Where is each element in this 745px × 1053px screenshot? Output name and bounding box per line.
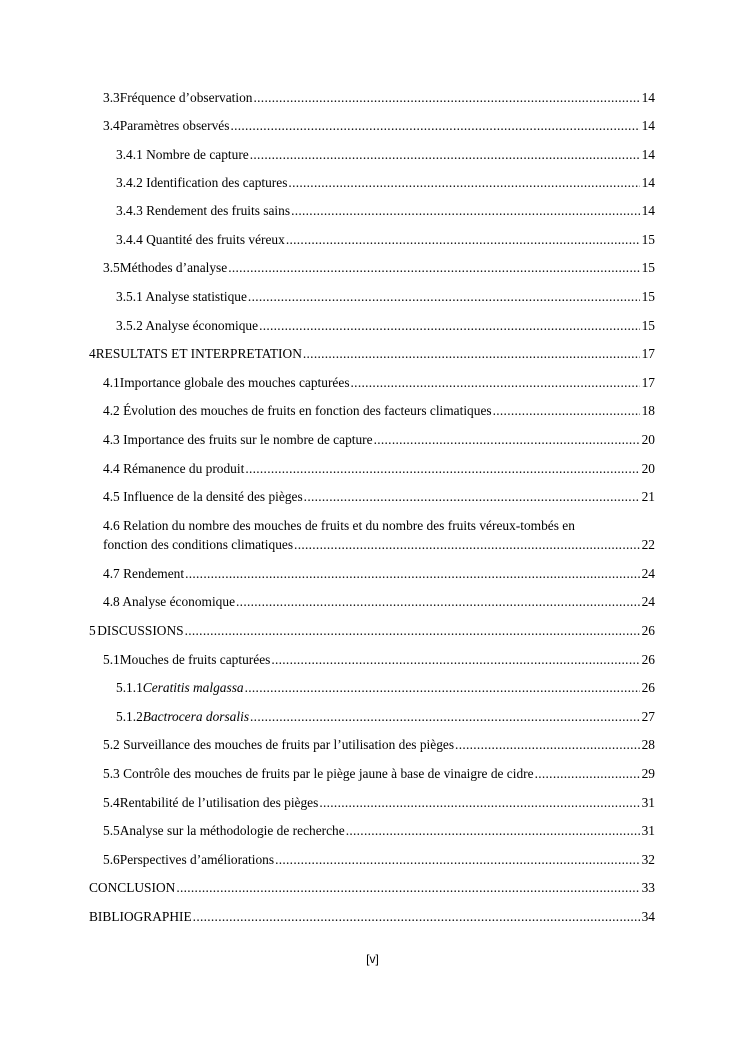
toc-entry-3-4-1[interactable] [116,147,655,163]
toc-entry-page: 14 [641,203,655,218]
toc-entry-number: 5.6 [103,852,120,867]
toc-entry-3-5[interactable] [103,260,655,276]
toc-entry-page: 22 [641,537,655,552]
toc-entry-4-2[interactable] [103,403,655,419]
toc-entry-page: 29 [641,766,655,781]
toc-entry-title: 3.5.1 Analyse statistique [116,289,247,304]
toc-entry-title: Mouches de fruits capturées [119,652,271,667]
toc-leader-dots [193,909,640,925]
toc-entry-conclusion[interactable] [89,880,655,896]
toc-entry-5-5[interactable] [103,823,655,839]
toc-entry-5-1[interactable] [103,652,655,668]
toc-entry-5-2[interactable] [103,737,655,753]
toc-entry-page: 20 [641,461,655,476]
toc-entry-title-line2: fonction des conditions climatiques [103,537,294,552]
toc-entry-title: 5.3 Contrôle des mouches de fruits par le piège jaune à base de vinaigre de cidre [103,766,534,781]
toc-entry-number: 5.1.1 [116,680,143,695]
toc-leader-dots [291,203,640,219]
toc-entry-3-4[interactable] [103,118,655,134]
toc-entry-page: 15 [641,318,655,333]
toc-leader-dots [230,118,639,134]
toc-leader-dots [319,795,639,811]
toc-leader-dots [245,680,640,696]
toc-entry-title: BIBLIOGRAPHIE [89,909,192,924]
toc-entry-title: Importance globale des mouches capturées [119,375,350,390]
toc-entry-page: 17 [641,346,655,361]
toc-entry-4-7[interactable] [103,566,655,582]
toc-entry-number: 3.4 [103,118,120,133]
toc-leader-dots [248,289,640,305]
toc-entry-number: 5 [89,623,96,638]
toc-leader-dots [455,737,640,753]
toc-entry-5[interactable] [89,623,655,639]
toc-entry-title: 5.2 Surveillance des mouches de fruits par l’utilisation des pièges [103,737,455,752]
toc-entry-title: CONCLUSION [89,880,176,895]
toc-leader-dots [185,623,640,639]
toc-entry-title: DISCUSSIONS [97,623,184,638]
toc-entry-page: 15 [641,232,655,247]
toc-entry-page: 28 [641,737,655,752]
toc-leader-dots [275,852,640,868]
toc-entry-title: Fréquence d’observation [119,90,253,105]
toc-leader-dots [271,652,639,668]
toc-entry-5-3[interactable] [103,766,655,782]
toc-entry-page: 31 [641,795,655,810]
toc-entry-4-6[interactable] [103,516,655,554]
toc-entry-page: 27 [641,709,655,724]
toc-entry-title: Perspectives d’améliorations [119,852,275,867]
toc-leader-dots [303,346,640,362]
toc-entry-page: 26 [641,652,655,667]
toc-entry-page: 15 [641,260,655,275]
toc-leader-dots [288,175,639,191]
toc-entry-4[interactable] [89,346,655,362]
toc-entry-number: 4 [89,346,96,361]
toc-entry-5-1-1[interactable] [116,680,655,696]
toc-entry-page: 17 [641,375,655,390]
toc-entry-page: 15 [641,289,655,304]
toc-entry-title: 3.4.1 Nombre de capture [116,147,249,162]
toc-entry-title: 3.4.4 Quantité des fruits véreux [116,232,285,247]
toc-entry-page: 24 [641,566,655,581]
toc-entry-number: 5.4 [103,795,120,810]
toc-entry-number: 4.1 [103,375,120,390]
toc-entry-page: 18 [641,403,655,418]
toc-leader-dots [286,232,640,248]
toc-entry-page: 33 [641,880,655,895]
toc-entry-3-3[interactable] [103,90,655,106]
toc-entry-page: 14 [641,118,655,133]
toc-entry-3-4-3[interactable] [116,203,655,219]
toc-leader-dots [185,566,640,582]
toc-entry-page: 26 [641,680,655,695]
toc-entry-title: 4.3 Importance des fruits sur le nombre de capture [103,432,373,447]
toc-entry-page: 32 [641,852,655,867]
toc-entry-title: 3.4.2 Identification des captures [116,175,288,190]
toc-entry-title: 4.5 Influence de la densité des pièges [103,489,303,504]
toc-entry-4-8[interactable] [103,594,655,610]
toc-entry-page: 14 [641,90,655,105]
toc-entry-page: 20 [641,432,655,447]
toc-entry-5-1-2[interactable] [116,709,655,725]
toc-entry-title: Paramètres observés [119,118,230,133]
toc-entry-title: Rentabilité de l’utilisation des pièges [119,795,319,810]
toc-leader-dots [294,535,640,554]
toc-leader-dots [176,880,639,896]
toc-entry-5-4[interactable] [103,795,655,811]
toc-entry-4-5[interactable] [103,489,655,505]
toc-leader-dots [493,403,640,419]
toc-entry-title: 4.4 Rémanence du produit [103,461,245,476]
toc-entry-number: 3.3 [103,90,120,105]
toc-entry-3-5-2[interactable] [116,318,655,334]
toc-entry-page: 14 [641,147,655,162]
toc-entry-title: 3.5.2 Analyse économique [116,318,259,333]
toc-entry-title-line1: 4.6 Relation du nombre des mouches de fruits et du nombre des fruits véreux-tombés en [103,518,575,533]
toc-entry-title-line2-row [103,535,655,554]
toc-entry-4-1[interactable] [103,375,655,391]
toc-entry-3-4-4[interactable] [116,232,655,248]
toc-entry-title: Ceratitis malgassa [142,680,244,695]
page-number: [v] [366,952,379,966]
toc-entry-5-6[interactable] [103,852,655,868]
toc-entry-bibliographie[interactable] [89,909,655,925]
toc-entry-title: RESULTATS ET INTERPRETATION [95,346,302,361]
toc-entry-page: 26 [641,623,655,638]
toc-entry-page: 31 [641,823,655,838]
toc-entry-3-5-1[interactable] [116,289,655,305]
toc-entry-title: 4.2 Évolution des mouches de fruits en fonction des facteurs climatiques [103,403,492,418]
toc-leader-dots [254,90,640,106]
toc-leader-dots [245,461,639,477]
toc-leader-dots [228,260,639,276]
toc-entry-page: 21 [641,489,655,504]
toc-entry-number: 5.5 [103,823,120,838]
toc-leader-dots [351,375,640,391]
toc-entry-title: Méthodes d’analyse [119,260,228,275]
toc-leader-dots [346,823,640,839]
toc-entry-number: 5.1.2 [116,709,143,724]
toc-leader-dots [304,489,640,505]
toc-leader-dots [374,432,640,448]
toc-entry-title: 4.7 Rendement [103,566,185,581]
toc-entry-page: 24 [641,594,655,609]
toc-leader-dots [535,766,640,782]
toc-entry-title: 4.8 Analyse économique [103,594,236,609]
toc-entry-title: 3.4.3 Rendement des fruits sains [116,203,291,218]
toc-entry-page: 14 [641,175,655,190]
toc-entry-page: 34 [641,909,655,924]
toc-entry-3-4-2[interactable] [116,175,655,191]
toc-entry-number: 3.5 [103,260,120,275]
toc-entry-4-3[interactable] [103,432,655,448]
toc-entry-title: Bactrocera dorsalis [142,709,250,724]
toc-leader-dots [236,594,640,610]
toc-entry-4-4[interactable] [103,461,655,477]
toc-entry-number: 5.1 [103,652,120,667]
toc-leader-dots [250,147,640,163]
toc-leader-dots [259,318,640,334]
toc-entry-title: Analyse sur la méthodologie de recherche [119,823,345,838]
toc-leader-dots [250,709,640,725]
